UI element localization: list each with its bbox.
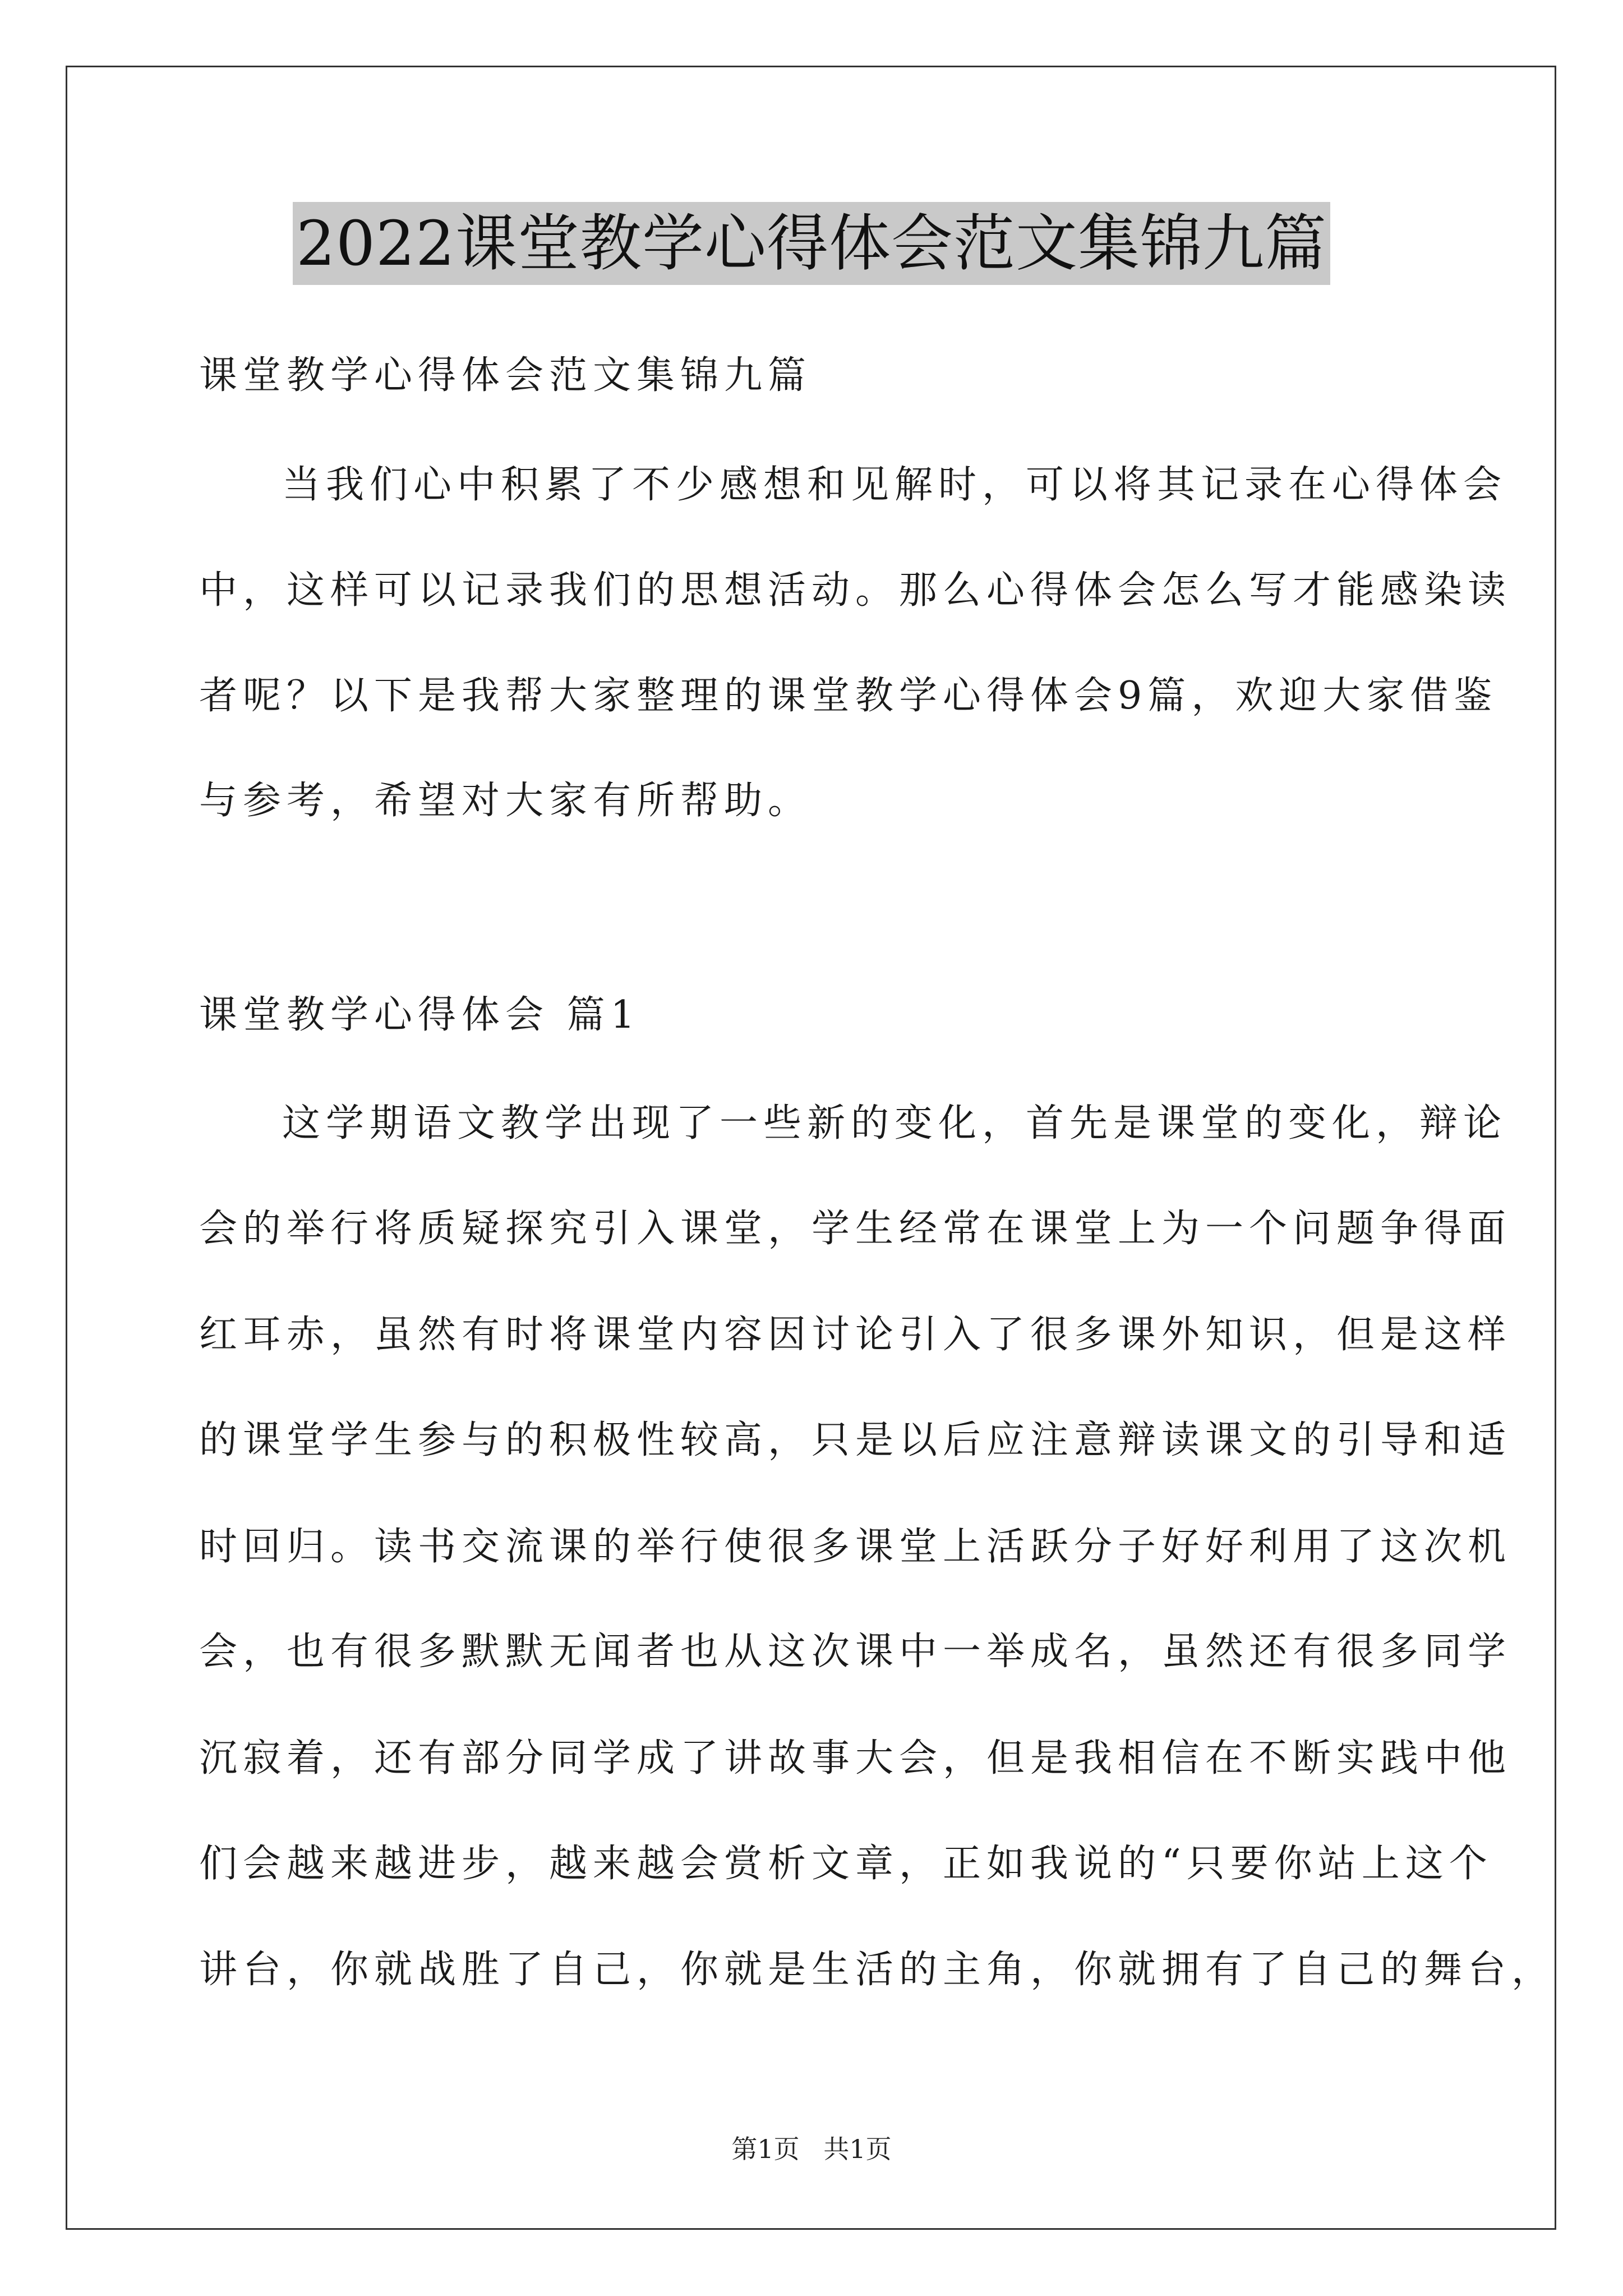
document-title: 2022课堂教学心得体会范文集锦九篇 [293,202,1330,285]
paragraph-line: 讲台，你就战胜了自己，你就是生活的主角，你就拥有了自己的舞台， [199,1948,1556,1992]
paragraph-line: 们会越来越进步，越来越会赏析文章，正如我说的“只要你站上这个 [199,1842,1493,1886]
paragraph-line: 者呢？以下是我帮大家整理的课堂教学心得体会9篇，欢迎大家借鉴 [199,674,1498,718]
page-footer [0,2129,1623,2166]
paragraph-line: 中，这样可以记录我们的思想活动。那么心得体会怎么写才能感染读 [199,568,1512,613]
document-title-container [0,202,1623,285]
paragraph-line: 当我们心中积累了不少感想和见解时，可以将其记录在心得体会 [282,463,1507,507]
page-number: 第1页 [731,2134,800,2164]
paragraph-line: 会的举行将质疑探究引入课堂，学生经常在课堂上为一个问题争得面 [199,1207,1512,1251]
page-total: 共1页 [823,2134,892,2164]
paragraph-line: 会，也有很多默默无闻者也从这次课中一举成名，虽然还有很多同学 [199,1630,1512,1674]
paragraph-line: 沉寂着，还有部分同学成了讲故事大会，但是我相信在不断实践中他 [199,1736,1512,1780]
paragraph-line: 这学期语文教学出现了一些新的变化，首先是课堂的变化，辩论 [282,1101,1507,1145]
paragraph-line: 时回归。读书交流课的举行使很多课堂上活跃分子好好利用了这次机 [199,1525,1512,1569]
paragraph-line: 红耳赤，虽然有时将课堂内容因讨论引入了很多课外知识，但是这样 [199,1313,1512,1357]
paragraph-line: 与参考，希望对大家有所帮助。 [199,779,812,823]
section-heading: 课堂教学心得体会 篇1 [199,993,640,1037]
paragraph-line: 的课堂学生参与的积极性较高，只是以后应注意辩读课文的引导和适 [199,1418,1512,1462]
document-subtitle: 课堂教学心得体会范文集锦九篇 [199,353,812,398]
